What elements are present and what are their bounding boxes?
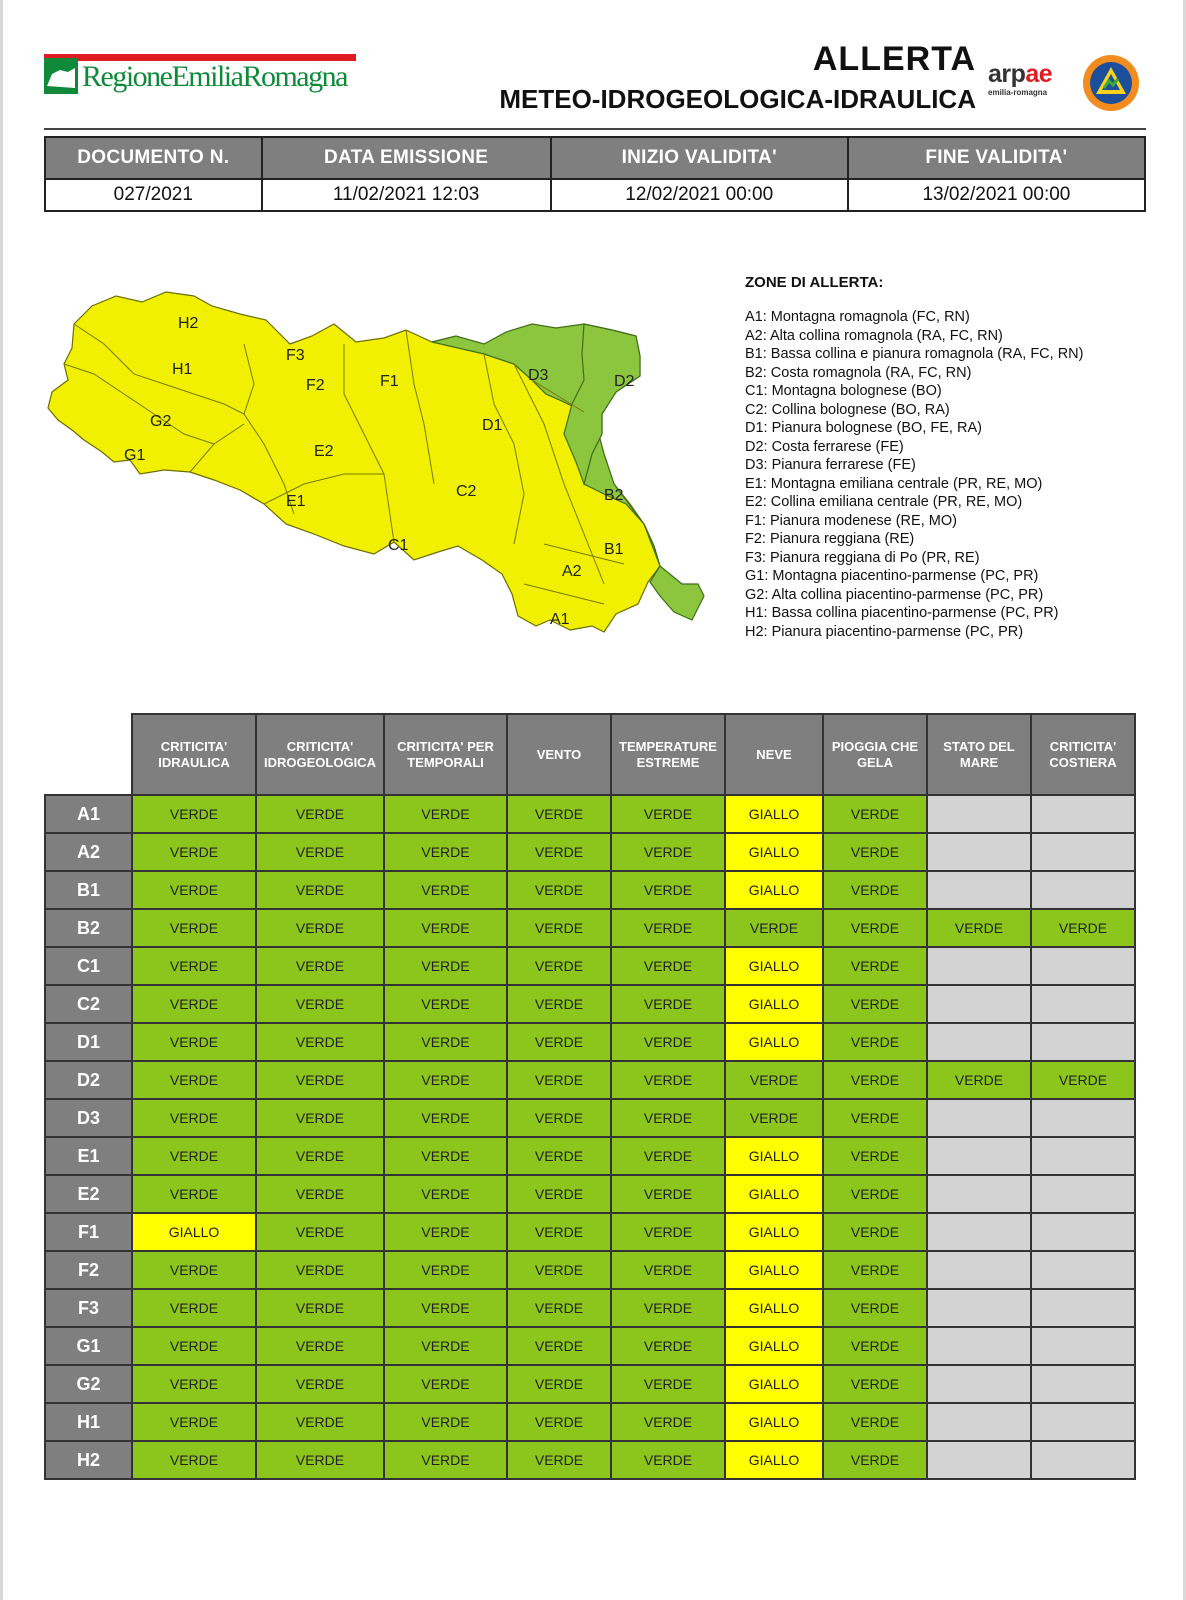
alert-level-cell: VERDE bbox=[256, 871, 384, 909]
map-label-h1: H1 bbox=[172, 361, 193, 378]
table-row bbox=[45, 1403, 1135, 1441]
alert-level-cell: VERDE bbox=[256, 1289, 384, 1327]
alert-level-cell: VERDE bbox=[927, 909, 1031, 947]
legend-item: A1: Montagna romagnola (FC, RN) bbox=[745, 309, 970, 325]
alert-level-cell: VERDE bbox=[256, 1441, 384, 1479]
alert-level-cell bbox=[927, 1023, 1031, 1061]
alert-level-cell: VERDE bbox=[384, 1023, 507, 1061]
alert-level-cell: VERDE bbox=[823, 1289, 927, 1327]
alert-levels-table bbox=[44, 713, 1136, 1480]
table-row bbox=[45, 871, 1135, 909]
zone-legend bbox=[745, 274, 1145, 641]
alert-level-cell: VERDE bbox=[507, 947, 611, 985]
alert-level-cell bbox=[927, 1251, 1031, 1289]
zone-code: F2 bbox=[45, 1251, 132, 1289]
alert-level-cell: VERDE bbox=[132, 1441, 256, 1479]
legend-title: ZONE DI ALLERTA: bbox=[745, 274, 884, 291]
alert-level-cell: VERDE bbox=[611, 1061, 725, 1099]
zone-code: B1 bbox=[45, 871, 132, 909]
zone-code: F3 bbox=[45, 1289, 132, 1327]
legend-item: C2: Collina bolognese (BO, RA) bbox=[745, 401, 950, 418]
alert-level-cell bbox=[927, 1327, 1031, 1365]
alert-level-cell: VERDE bbox=[132, 833, 256, 871]
alert-level-cell bbox=[927, 1213, 1031, 1251]
alert-level-cell bbox=[927, 1289, 1031, 1327]
map-label-f2: F2 bbox=[306, 377, 325, 394]
alert-level-cell: GIALLO bbox=[725, 1213, 823, 1251]
page-edge-left bbox=[0, 0, 3, 1600]
map-label-h2: H2 bbox=[178, 315, 199, 332]
issue-date-header: DATA EMISSIONE bbox=[262, 137, 551, 179]
alert-level-cell: VERDE bbox=[384, 909, 507, 947]
alert-level-cell: VERDE bbox=[256, 1403, 384, 1441]
alert-level-cell: VERDE bbox=[256, 1327, 384, 1365]
table-row bbox=[45, 1213, 1135, 1251]
alert-level-cell: VERDE bbox=[256, 795, 384, 833]
table-row bbox=[45, 1327, 1135, 1365]
alert-level-cell: VERDE bbox=[611, 1251, 725, 1289]
alert-level-cell: VERDE bbox=[132, 985, 256, 1023]
alert-level-cell: VERDE bbox=[256, 1137, 384, 1175]
alert-level-cell: VERDE bbox=[256, 947, 384, 985]
alert-level-cell: VERDE bbox=[384, 1137, 507, 1175]
zone-code: G1 bbox=[45, 1327, 132, 1365]
region-shape-icon bbox=[44, 58, 78, 94]
legend-item: D2: Costa ferrarese (FE) bbox=[745, 438, 904, 455]
alert-level-cell: GIALLO bbox=[725, 1403, 823, 1441]
alert-level-cell: VERDE bbox=[132, 1403, 256, 1441]
legend-item: H1: Bassa collina piacentino-parmense (PC, PR) bbox=[745, 605, 1059, 621]
alert-level-cell: GIALLO bbox=[725, 1327, 823, 1365]
column-header: CRITICITA' PER TEMPORALI bbox=[384, 714, 507, 795]
map-label-b2: B2 bbox=[604, 487, 624, 504]
zone-code: A1 bbox=[45, 795, 132, 833]
alert-level-cell: GIALLO bbox=[725, 1175, 823, 1213]
alert-level-cell bbox=[1031, 833, 1135, 871]
alert-level-cell: VERDE bbox=[507, 985, 611, 1023]
alert-level-cell bbox=[1031, 947, 1135, 985]
alert-level-cell: VERDE bbox=[507, 833, 611, 871]
alert-level-cell: VERDE bbox=[384, 1289, 507, 1327]
alert-level-cell: VERDE bbox=[507, 1403, 611, 1441]
alert-level-cell: VERDE bbox=[823, 1251, 927, 1289]
table-row bbox=[45, 795, 1135, 833]
alert-level-cell: VERDE bbox=[823, 1441, 927, 1479]
zone-code: E2 bbox=[45, 1175, 132, 1213]
alert-level-cell: VERDE bbox=[611, 1365, 725, 1403]
alert-level-cell: VERDE bbox=[132, 1289, 256, 1327]
zone-code: D3 bbox=[45, 1099, 132, 1137]
alert-level-cell: VERDE bbox=[823, 1137, 927, 1175]
alert-level-cell: VERDE bbox=[384, 1099, 507, 1137]
alert-level-cell: VERDE bbox=[256, 1213, 384, 1251]
alert-level-cell: GIALLO bbox=[132, 1213, 256, 1251]
table-row bbox=[45, 1251, 1135, 1289]
alert-level-cell: VERDE bbox=[507, 1175, 611, 1213]
alert-level-cell: VERDE bbox=[132, 1175, 256, 1213]
alert-level-cell: VERDE bbox=[507, 1023, 611, 1061]
map-label-c2: C2 bbox=[456, 483, 477, 500]
zone-code: E1 bbox=[45, 1137, 132, 1175]
alert-level-cell: VERDE bbox=[725, 1099, 823, 1137]
alert-level-cell: VERDE bbox=[507, 871, 611, 909]
alert-level-cell bbox=[927, 947, 1031, 985]
table-row bbox=[45, 1099, 1135, 1137]
table-row bbox=[45, 1289, 1135, 1327]
zone-code: D1 bbox=[45, 1023, 132, 1061]
column-header: STATO DEL MARE bbox=[927, 714, 1031, 795]
arpae-logo-subtitle: emilia-romagna bbox=[988, 88, 1048, 97]
alert-level-cell: VERDE bbox=[384, 1441, 507, 1479]
alert-level-cell: GIALLO bbox=[725, 1441, 823, 1479]
page-subtitle: METEO-IDROGEOLOGICA-IDRAULICA bbox=[499, 84, 976, 114]
alert-level-cell: VERDE bbox=[384, 833, 507, 871]
zone-code: C2 bbox=[45, 985, 132, 1023]
alert-level-cell: VERDE bbox=[611, 871, 725, 909]
zone-code: G2 bbox=[45, 1365, 132, 1403]
alert-level-cell: VERDE bbox=[384, 947, 507, 985]
column-header: VENTO bbox=[507, 714, 611, 795]
alert-level-cell: VERDE bbox=[611, 795, 725, 833]
alert-level-cell: VERDE bbox=[823, 1327, 927, 1365]
alert-level-cell: VERDE bbox=[132, 1327, 256, 1365]
legend-list bbox=[745, 308, 1145, 641]
zone-code: H2 bbox=[45, 1441, 132, 1479]
alert-level-cell: GIALLO bbox=[725, 985, 823, 1023]
legend-item: H2: Pianura piacentino-parmense (PC, PR) bbox=[745, 623, 1024, 640]
alert-level-cell: VERDE bbox=[256, 833, 384, 871]
legend-item: A2: Alta collina romagnola (RA, FC, RN) bbox=[745, 327, 1003, 344]
table-row bbox=[45, 1061, 1135, 1099]
alert-zones-map bbox=[44, 284, 724, 669]
alert-level-cell: VERDE bbox=[611, 833, 725, 871]
alert-level-cell bbox=[1031, 1175, 1135, 1213]
alert-level-cell: VERDE bbox=[256, 985, 384, 1023]
map-label-d3: D3 bbox=[528, 367, 549, 384]
alert-level-cell: VERDE bbox=[725, 909, 823, 947]
table-row bbox=[45, 909, 1135, 947]
map-label-e1: E1 bbox=[286, 493, 306, 510]
alert-level-cell: VERDE bbox=[611, 1213, 725, 1251]
legend-item: F3: Pianura reggiana di Po (PR, RE) bbox=[745, 549, 980, 566]
alert-level-cell: VERDE bbox=[823, 1175, 927, 1213]
logo-text: RegioneEmiliaRomagna bbox=[82, 60, 347, 93]
alert-level-cell: VERDE bbox=[611, 909, 725, 947]
alert-level-cell bbox=[1031, 1137, 1135, 1175]
alert-level-cell bbox=[927, 985, 1031, 1023]
alert-table-body bbox=[45, 795, 1135, 1479]
alert-level-cell: VERDE bbox=[611, 985, 725, 1023]
alert-level-cell: VERDE bbox=[507, 1213, 611, 1251]
arpae-logo bbox=[988, 62, 1066, 97]
map-label-e2: E2 bbox=[314, 443, 334, 460]
alert-level-cell: VERDE bbox=[132, 1061, 256, 1099]
alert-level-cell bbox=[1031, 1403, 1135, 1441]
alert-level-cell: GIALLO bbox=[725, 871, 823, 909]
alert-level-cell: VERDE bbox=[823, 947, 927, 985]
alert-level-cell: VERDE bbox=[384, 985, 507, 1023]
alert-level-cell: VERDE bbox=[507, 1327, 611, 1365]
legend-item: G1: Montagna piacentino-parmense (PC, PR) bbox=[745, 568, 1039, 584]
alert-level-cell: VERDE bbox=[507, 909, 611, 947]
validity-start-value: 12/02/2021 00:00 bbox=[551, 179, 848, 211]
regione-emilia-romagna-logo bbox=[44, 54, 356, 100]
alert-level-cell bbox=[927, 1175, 1031, 1213]
alert-level-cell bbox=[1031, 1289, 1135, 1327]
alert-level-cell: VERDE bbox=[132, 947, 256, 985]
alert-level-cell bbox=[927, 833, 1031, 871]
alert-level-cell: VERDE bbox=[823, 1213, 927, 1251]
zone-code: A2 bbox=[45, 833, 132, 871]
alert-level-cell: VERDE bbox=[132, 871, 256, 909]
column-header: PIOGGIA CHE GELA bbox=[823, 714, 927, 795]
alert-level-cell: VERDE bbox=[384, 1061, 507, 1099]
legend-item: E1: Montagna emiliana centrale (PR, RE, MO) bbox=[745, 475, 1043, 492]
legend-item: E2: Collina emiliana centrale (PR, RE, MO) bbox=[745, 494, 1023, 510]
table-row bbox=[45, 1023, 1135, 1061]
alert-level-cell bbox=[1031, 1099, 1135, 1137]
alert-level-cell: VERDE bbox=[384, 1327, 507, 1365]
alert-level-cell: VERDE bbox=[384, 871, 507, 909]
map-label-g1: G1 bbox=[124, 447, 146, 464]
alert-level-cell: VERDE bbox=[507, 1061, 611, 1099]
alert-level-cell: VERDE bbox=[507, 1137, 611, 1175]
legend-item: D3: Pianura ferrarese (FE) bbox=[745, 457, 916, 473]
column-header: NEVE bbox=[725, 714, 823, 795]
alert-level-cell bbox=[1031, 985, 1135, 1023]
alert-level-cell bbox=[927, 1403, 1031, 1441]
alert-level-cell: VERDE bbox=[611, 1289, 725, 1327]
alert-level-cell: VERDE bbox=[611, 1099, 725, 1137]
zone-code: C1 bbox=[45, 947, 132, 985]
column-header: TEMPERATURE ESTREME bbox=[611, 714, 725, 795]
alert-level-cell: VERDE bbox=[256, 1365, 384, 1403]
alert-level-cell: VERDE bbox=[611, 947, 725, 985]
table-row bbox=[45, 833, 1135, 871]
column-header: CRITICITA' IDRAULICA bbox=[132, 714, 256, 795]
alert-level-cell: VERDE bbox=[823, 909, 927, 947]
table-row bbox=[45, 985, 1135, 1023]
alert-level-cell bbox=[1031, 1327, 1135, 1365]
map-label-d1: D1 bbox=[482, 417, 503, 434]
arpae-logo-word-b: ae bbox=[1025, 60, 1053, 88]
alert-level-cell bbox=[1031, 1441, 1135, 1479]
alert-level-cell bbox=[927, 1441, 1031, 1479]
alert-level-cell: VERDE bbox=[823, 833, 927, 871]
alert-level-cell: VERDE bbox=[132, 1137, 256, 1175]
alert-level-cell: VERDE bbox=[507, 1289, 611, 1327]
validity-start-header: INIZIO VALIDITA' bbox=[551, 137, 848, 179]
alert-level-cell: VERDE bbox=[823, 1023, 927, 1061]
alert-level-cell bbox=[1031, 1365, 1135, 1403]
alert-level-cell bbox=[927, 795, 1031, 833]
alert-level-cell: VERDE bbox=[823, 795, 927, 833]
map-label-b1: B1 bbox=[604, 541, 624, 558]
validity-end-value: 13/02/2021 00:00 bbox=[848, 179, 1145, 211]
alert-level-cell: VERDE bbox=[611, 1175, 725, 1213]
alert-level-cell bbox=[1031, 1213, 1135, 1251]
map-label-f3: F3 bbox=[286, 347, 305, 364]
alert-level-cell bbox=[927, 1137, 1031, 1175]
alert-level-cell: VERDE bbox=[132, 1251, 256, 1289]
alert-level-cell bbox=[927, 1099, 1031, 1137]
alert-level-cell: VERDE bbox=[384, 795, 507, 833]
alert-level-cell: VERDE bbox=[132, 1023, 256, 1061]
zone-code: F1 bbox=[45, 1213, 132, 1251]
legend-item: F1: Pianura modenese (RE, MO) bbox=[745, 512, 957, 529]
alert-level-cell: VERDE bbox=[256, 909, 384, 947]
alert-level-cell: VERDE bbox=[256, 1251, 384, 1289]
alert-level-cell: VERDE bbox=[823, 985, 927, 1023]
table-row bbox=[45, 1175, 1135, 1213]
alert-level-cell: VERDE bbox=[256, 1175, 384, 1213]
validity-end-header: FINE VALIDITA' bbox=[848, 137, 1145, 179]
alert-level-cell: VERDE bbox=[507, 1099, 611, 1137]
alert-level-cell: VERDE bbox=[256, 1099, 384, 1137]
alert-level-cell bbox=[1031, 795, 1135, 833]
column-header: CRITICITA' IDROGEOLOGICA bbox=[256, 714, 384, 795]
alert-level-cell: VERDE bbox=[256, 1061, 384, 1099]
header-divider bbox=[44, 128, 1146, 130]
alert-level-cell: VERDE bbox=[384, 1213, 507, 1251]
table-row bbox=[45, 1441, 1135, 1479]
zone-code: B2 bbox=[45, 909, 132, 947]
alert-level-cell: VERDE bbox=[823, 1099, 927, 1137]
map-label-f1: F1 bbox=[380, 373, 399, 390]
alert-level-cell: VERDE bbox=[611, 1023, 725, 1061]
alert-level-cell: VERDE bbox=[507, 1441, 611, 1479]
table-row bbox=[45, 1137, 1135, 1175]
table-corner bbox=[45, 714, 132, 795]
alert-level-cell: VERDE bbox=[611, 1327, 725, 1365]
zone-code: D2 bbox=[45, 1061, 132, 1099]
alert-level-cell: VERDE bbox=[823, 871, 927, 909]
alert-level-cell: VERDE bbox=[1031, 909, 1135, 947]
map-label-g2: G2 bbox=[150, 413, 172, 430]
page-title: ALLERTA bbox=[812, 40, 976, 78]
arpae-logo-word-a: arp bbox=[988, 60, 1026, 88]
alert-level-cell: VERDE bbox=[384, 1175, 507, 1213]
alert-level-cell: VERDE bbox=[823, 1403, 927, 1441]
alert-level-cell: GIALLO bbox=[725, 795, 823, 833]
alert-level-cell: VERDE bbox=[384, 1403, 507, 1441]
alert-level-cell: VERDE bbox=[132, 1099, 256, 1137]
map-label-c1: C1 bbox=[388, 537, 409, 554]
map-label-d2: D2 bbox=[614, 373, 635, 390]
legend-item: D1: Pianura bolognese (BO, FE, RA) bbox=[745, 420, 982, 436]
issue-date-value: 11/02/2021 12:03 bbox=[262, 179, 551, 211]
document-info-table bbox=[44, 136, 1146, 212]
column-header: CRITICITA' COSTIERA bbox=[1031, 714, 1135, 795]
alert-level-cell: VERDE bbox=[611, 1441, 725, 1479]
legend-item: G2: Alta collina piacentino-parmense (PC, PR) bbox=[745, 586, 1044, 603]
alert-level-cell bbox=[927, 871, 1031, 909]
alert-table-header bbox=[45, 714, 1135, 795]
alert-level-cell: VERDE bbox=[611, 1403, 725, 1441]
alert-level-cell: GIALLO bbox=[725, 1365, 823, 1403]
alert-level-cell: VERDE bbox=[256, 1023, 384, 1061]
doc-number-value: 027/2021 bbox=[45, 179, 262, 211]
alert-level-cell bbox=[1031, 1251, 1135, 1289]
alert-level-cell: VERDE bbox=[384, 1251, 507, 1289]
alert-level-cell: VERDE bbox=[823, 1365, 927, 1403]
alert-level-cell bbox=[927, 1365, 1031, 1403]
alert-level-cell: VERDE bbox=[507, 1365, 611, 1403]
legend-item: B2: Costa romagnola (RA, FC, RN) bbox=[745, 364, 972, 381]
alert-level-cell: VERDE bbox=[927, 1061, 1031, 1099]
alert-level-cell: GIALLO bbox=[725, 833, 823, 871]
alert-level-cell: VERDE bbox=[132, 795, 256, 833]
alert-level-cell: GIALLO bbox=[725, 1023, 823, 1061]
table-row bbox=[45, 1365, 1135, 1403]
alert-level-cell: VERDE bbox=[611, 1137, 725, 1175]
map-label-a1: A1 bbox=[550, 611, 570, 628]
alert-level-cell: GIALLO bbox=[725, 1137, 823, 1175]
legend-item: C1: Montagna bolognese (BO) bbox=[745, 383, 942, 399]
legend-item: F2: Pianura reggiana (RE) bbox=[745, 531, 915, 547]
alert-level-cell: VERDE bbox=[132, 1365, 256, 1403]
table-row bbox=[45, 947, 1135, 985]
alert-level-cell: VERDE bbox=[507, 1251, 611, 1289]
alert-level-cell: GIALLO bbox=[725, 947, 823, 985]
alert-level-cell: VERDE bbox=[507, 795, 611, 833]
alert-level-cell bbox=[1031, 871, 1135, 909]
map-label-a2: A2 bbox=[562, 563, 582, 580]
alert-level-cell: VERDE bbox=[725, 1061, 823, 1099]
protezione-civile-logo-icon bbox=[1082, 54, 1140, 112]
alert-level-cell: VERDE bbox=[384, 1365, 507, 1403]
alert-level-cell: VERDE bbox=[132, 909, 256, 947]
doc-number-header: DOCUMENTO N. bbox=[45, 137, 262, 179]
alert-level-cell: GIALLO bbox=[725, 1289, 823, 1327]
alert-level-cell: GIALLO bbox=[725, 1251, 823, 1289]
alert-level-cell: VERDE bbox=[1031, 1061, 1135, 1099]
alert-level-cell: VERDE bbox=[823, 1061, 927, 1099]
zone-code: H1 bbox=[45, 1403, 132, 1441]
alert-level-cell bbox=[1031, 1023, 1135, 1061]
legend-item: B1: Bassa collina e pianura romagnola (RA, FC, RN) bbox=[745, 346, 1084, 362]
